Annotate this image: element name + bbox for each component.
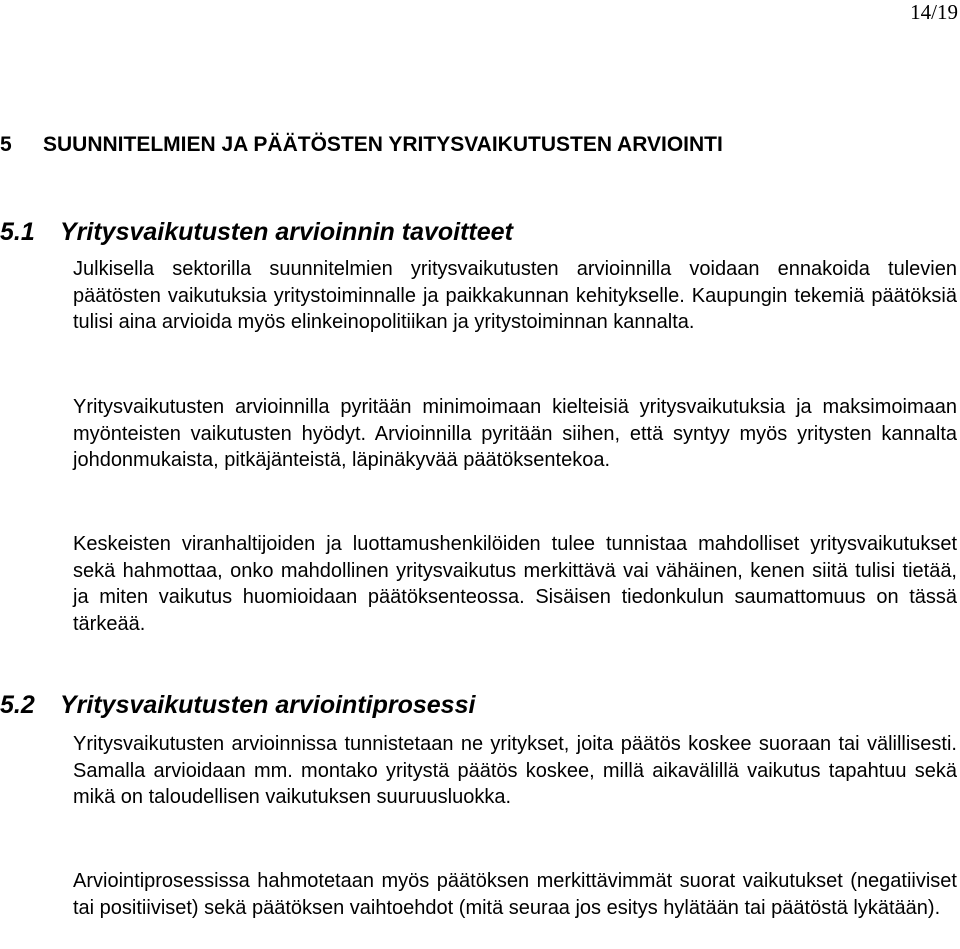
chapter-heading <box>0 131 723 159</box>
paragraph: Yritysvaikutusten arvioinnilla pyritään minimoimaan kielteisiä yritysvaikutuksia ja maksimoimaan myönteisten vaikutusten hyödyt. Arvioinnilla pyritään siihen, että syntyy myös yritysten kannalta johdonmukaista, pitkäjänteistä, läpinäkyvää päätöksentekoa. <box>73 396 957 472</box>
chapter-title: SUUNNITELMIEN JA PÄÄTÖSTEN YRITYSVAIKUTUSTEN ARVIOINTI <box>43 133 723 156</box>
paragraph: Julkisella sektorilla suunnitelmien yritysvaikutusten arvioinnilla voidaan ennakoida tulevien päätösten vaikutuksia yritystoiminnalle ja paikkakunnan kehitykselle. Kaupungin tekemiä päätöksiä tulisi aina arvioida myös elinkeinopolitiikan ja yritystoiminnan kannalta. <box>73 258 957 334</box>
section-number: 5.1 <box>0 218 35 246</box>
section-heading-5-2 <box>0 690 475 720</box>
section-heading-5-1 <box>0 217 513 247</box>
page-number: 14/19 <box>910 0 958 24</box>
section-title: Yritysvaikutusten arviointiprosessi <box>60 691 476 719</box>
paragraph: Arviointiprosessissa hahmotetaan myös päätöksen merkittävimmät suorat vaikutukset (negatiiviset tai positiiviset) sekä päätöksen vaihtoehdot (mitä seuraa jos esitys hylätään tai päätöstä lykätään). <box>73 870 957 919</box>
paragraph: Yritysvaikutusten arvioinnissa tunnistetaan ne yritykset, joita päätös koskee suoraan tai välillisesti. Samalla arvioidaan mm. montako yritystä päätös koskee, millä aikavälillä vaikutus tapahtuu sekä mikä on taloudellisen vaikutuksen suuruusluokka. <box>73 733 957 809</box>
section-title: Yritysvaikutusten arvioinnin tavoitteet <box>60 218 513 246</box>
section-number: 5.2 <box>0 691 35 719</box>
chapter-number: 5 <box>0 133 12 156</box>
paragraph: Keskeisten viranhaltijoiden ja luottamushenkilöiden tulee tunnistaa mahdolliset yritysvaikutukset sekä hahmottaa, onko mahdollinen yritysvaikutus merkittävä vai vähäinen, kenen siitä tulisi tietää, ja miten vaikutus huomioidaan päätöksenteossa. Sisäisen tiedonkulun saumattomuus on tässä tärkeää. <box>73 533 957 635</box>
